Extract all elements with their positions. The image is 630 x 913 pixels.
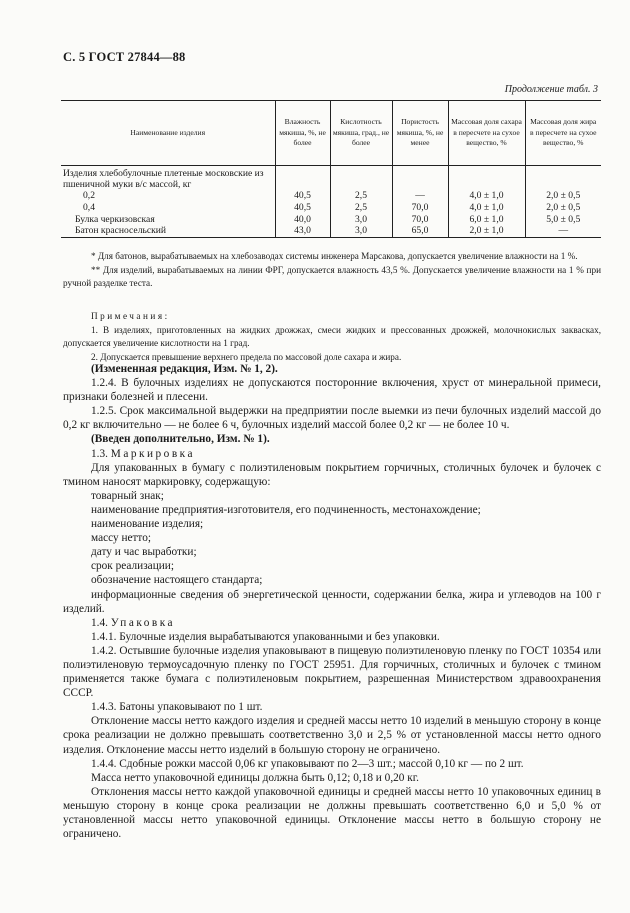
table-cell: 40,0: [275, 214, 330, 226]
table-cell: 70,0: [392, 214, 448, 226]
paragraph-1-4-1: 1.4.1. Булочные изделия вырабатываются упакованными и без упаковки.: [91, 630, 440, 643]
table-cell: Булка черкизовская: [75, 213, 155, 225]
table-cell: 70,0: [392, 202, 448, 214]
table-cell: 5,0 ± 0,5: [525, 214, 601, 226]
col-header-porosity: Пористость мякиша, %, не менее: [392, 101, 448, 166]
table-cell: 2,0 ± 0,5: [525, 190, 601, 202]
table-cell: 43,0: [275, 225, 330, 237]
footnote-2: ** Для изделий, вырабатываемых на линии ФРГ, допускается влажность 43,5 %. Допускается увеличение влажности на 1 % при ручной разделке теста.: [63, 264, 601, 288]
col-header-name: Наименование изделия: [61, 101, 275, 166]
paragraph-1-2-5: 1.2.5. Срок максимальной выдержки на предприятии после выемки из печи булочных изделий массой до 0,2 кг включительно — не более 6 ч, булочных изделий массой более 0,2 кг — не более 10 ч.: [63, 405, 601, 432]
table-cell: 2,0 ± 0,5: [525, 202, 601, 214]
section-title: Упаковка: [110, 616, 176, 629]
section-number: 1.3.: [91, 447, 108, 460]
table-row: [61, 202, 601, 214]
paragraph-1-4-4: 1.4.4. Сдобные рожки массой 0,06 кг упаковывают по 2—3 шт.; массой 0,10 кг — по 2 шт.: [91, 757, 524, 770]
section-1-4-heading: [63, 616, 601, 630]
notes-title: Примечания:: [91, 311, 170, 321]
list-item: обозначение настоящего стандарта;: [91, 574, 263, 587]
table-continuation-label: Продолжение табл. 3: [504, 84, 598, 95]
table-cell: 4,0 ± 1,0: [448, 202, 525, 214]
section-number: 1.4.: [91, 616, 108, 629]
table-header-row: [61, 101, 601, 166]
col-header-moisture: Влажность мякиша, %, не более: [275, 101, 330, 166]
paragraph-1-2-4: 1.2.4. В булочных изделиях не допускаются посторонние включения, хруст от минеральной примеси, признаки болезней и плесени.: [63, 377, 601, 404]
paragraph-1-4-4-b: Масса нетто упаковочной единицы должна быть 0,12; 0,18 и 0,20 кг.: [91, 771, 419, 784]
paragraph-1-4-3: 1.4.3. Батоны упаковывают по 1 шт.: [91, 701, 263, 714]
table-row-group: [61, 166, 601, 191]
footnotes: [63, 250, 601, 291]
notes: [63, 310, 601, 364]
table-cell: 40,5: [275, 202, 330, 214]
list-item: наименование предприятия-изготовителя, его подчиненность, местонахождение;: [91, 503, 481, 516]
table-cell: 2,0 ± 1,0: [448, 225, 525, 237]
table-cell: 3,0: [330, 214, 392, 226]
table-row: [61, 225, 601, 237]
table-group-label: Изделия хлебобулочные плетеные московские из пшеничной муки в/с массой, кг: [63, 168, 264, 190]
table-cell: 65,0: [392, 225, 448, 237]
list-item: массу нетто;: [91, 532, 152, 545]
table-cell: 0,4: [83, 201, 95, 213]
edition-note: (Введен дополнительно, Изм. № 1).: [91, 433, 270, 446]
col-header-sugar: Массовая доля сахара в пересчете на сухое вещество, %: [448, 101, 525, 166]
table-cell: —: [525, 225, 601, 237]
paragraph-1-4-4-c: Отклонения массы нетто каждой упаковочной единицы и средней массы нетто 10 упаковочных единиц в меньшую сторону в конце срока реализации не должны превышать соответственно 6,0 и 5,0 % от установленной массы нетто упаковочной единицы. Отклонение массы нетто в большую сторону не ограничено.: [63, 785, 601, 841]
section-title: Маркировка: [110, 447, 195, 460]
section-1-3-heading: [63, 447, 601, 461]
paragraph-1-3: Для упакованных в бумагу с полиэтиленовым покрытием горчичных, столичных булочек и булочек с тмином наносят маркировку, содержащую:: [63, 461, 601, 488]
table-cell: 4,0 ± 1,0: [448, 190, 525, 202]
page-header: С. 5 ГОСТ 27844—88: [63, 50, 186, 64]
list-item: срок реализации;: [91, 560, 174, 573]
paragraph-1-4-2: 1.4.2. Остывшие булочные изделия упаковывают в пищевую полиэтиленовую пленку по ГОСТ 10354 или полиэтиленовую термоусадочную пленку по ГОСТ 25951. Для горчичных, столичных и булочек с тмином применяется также бумага с полиэтиленовым покрытием, разрешенная Министерством здравоохранения СССР.: [63, 644, 601, 700]
paragraph-1-4-3-b: Отклонение массы нетто каждого изделия и средней массы нетто 10 изделий в меньшую сторону в конце срока реализации не должно превышать соответственно 3,0 и 2,5 % от установленной массы нетто одного изделия. Отклонение массы нетто изделий в большую сторону не ограничено.: [63, 715, 601, 756]
table-cell: Батон красносельский: [61, 225, 275, 237]
table-cell: 3,0: [330, 225, 392, 237]
list-item: товарный знак;: [91, 489, 164, 502]
table-3: [61, 100, 601, 238]
note-1: 1. В изделиях, приготовленных на жидких дрожжах, смеси жидких и прессованных дрожжей, молочнокислых заквасках, допускается увеличение кислотности на 1 град.: [63, 324, 601, 348]
col-header-fat: Массовая доля жира в пересчете на сухое вещество, %: [525, 101, 601, 166]
table-cell: 40,5: [275, 190, 330, 202]
document-body: [63, 362, 601, 841]
list-item: дату и час выработки;: [91, 546, 197, 559]
note-2: 2. Допускается превышение верхнего предела по массовой доле сахара и жира.: [91, 351, 402, 362]
table-cell: 6,0 ± 1,0: [448, 214, 525, 226]
list-item: информационные сведения об энергетической ценности, содержании белка, жира и углеводов на 100 г изделий.: [63, 588, 601, 615]
table-cell: —: [392, 190, 448, 202]
table-cell: 2,5: [330, 190, 392, 202]
table-cell: 0,2: [83, 190, 95, 201]
list-item: наименование изделия;: [91, 518, 204, 531]
table-cell: 2,5: [330, 202, 392, 214]
col-header-acidity: Кислотность мякиша, град., не более: [330, 101, 392, 166]
table-row: [61, 214, 601, 226]
footnote-1: * Для батонов, вырабатываемых на хлебозаводах системы инженера Марсакова, допускается увеличение влажности на 1 %.: [91, 251, 578, 261]
table-row: [61, 190, 601, 202]
edition-note: (Измененная редакция, Изм. № 1, 2).: [91, 363, 278, 375]
